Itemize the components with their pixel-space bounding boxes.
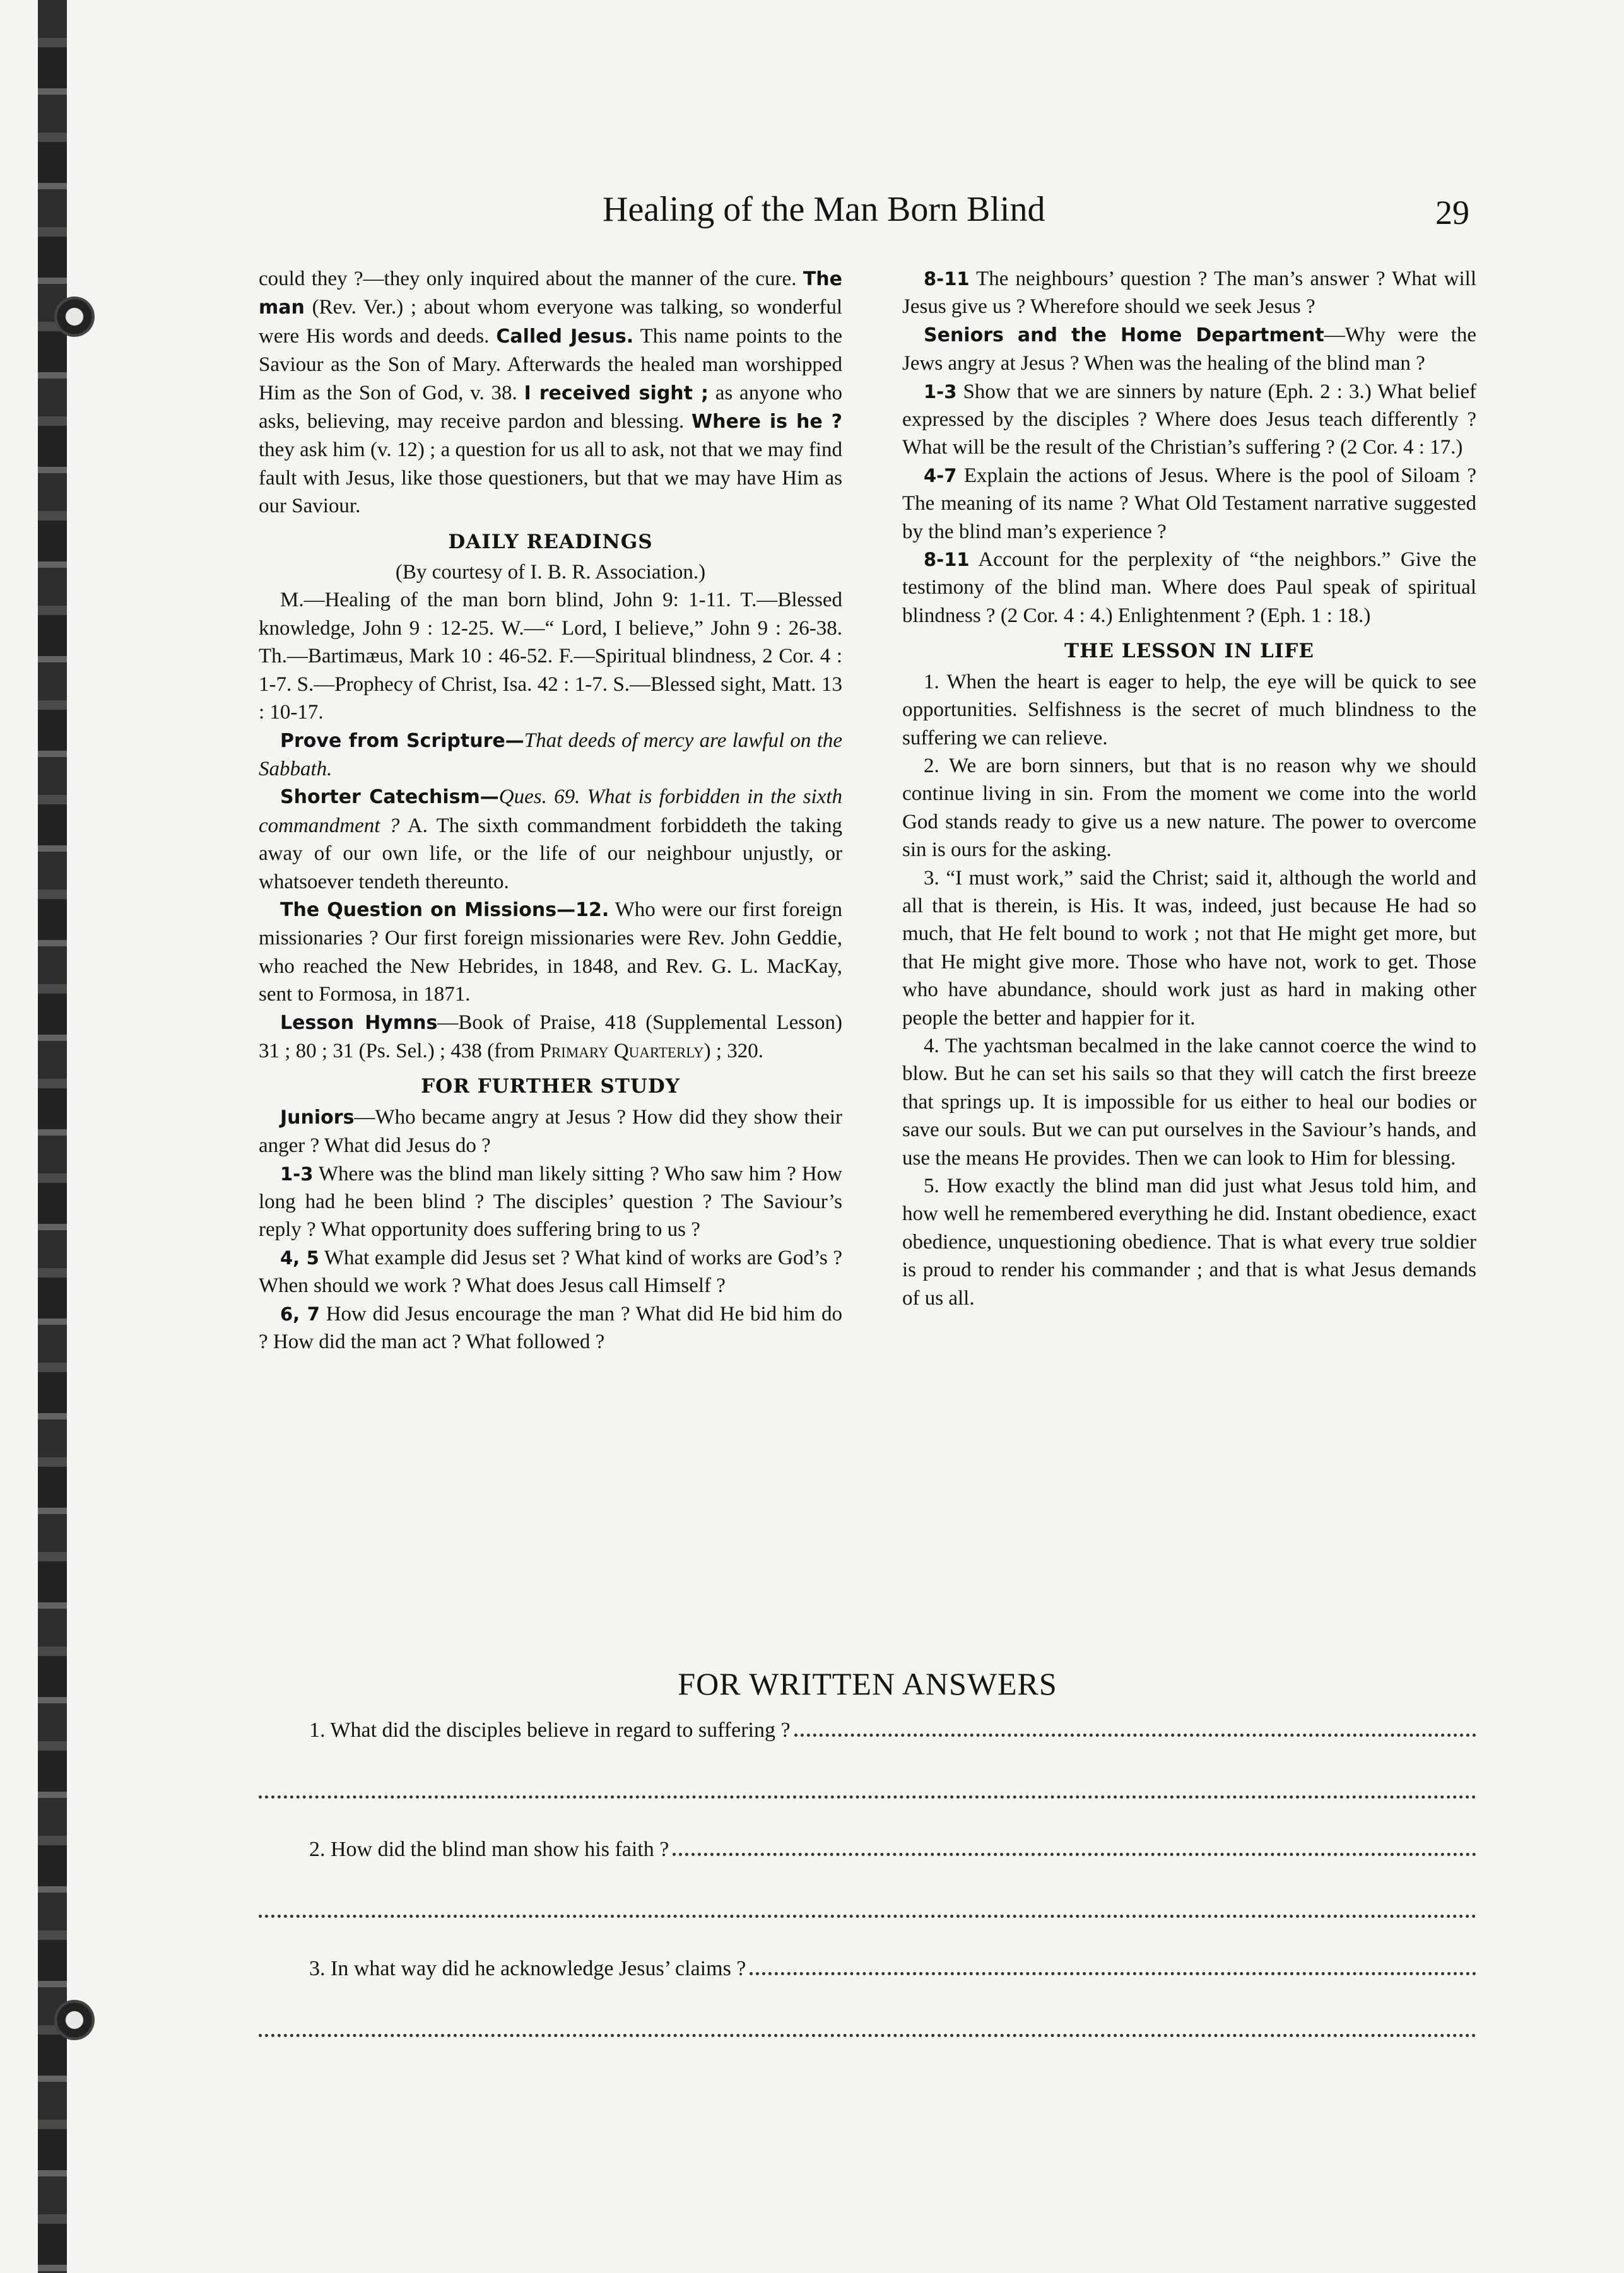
question-text: 1. What did the disciples believe in regard to suffering ? <box>309 1718 791 1742</box>
lesson-in-life-heading: THE LESSON IN LIFE <box>1064 640 1314 663</box>
lesson-in-life-item: 1. When the heart is eager to help, the eye will be quick to see opportunities. Selfishness is the secret of much blindness to the suffering we can relieve. <box>902 670 1476 749</box>
question-text: 3. In what way did he acknowledge Jesus’ claims ? <box>309 1957 746 1980</box>
question-line <box>259 1956 1476 2002</box>
prove-from-scripture: Prove from Scripture—That deeds of mercy are lawful on the Sabbath. <box>259 729 843 780</box>
question-on-missions: The Question on Missions—12. Who were our first foreign missionaries ? Our first foreign missionaries were Rev. John Geddie, who reached the New Hebrides, in 1848, and Rev. G. L. MacKay, sent to Formosa, in 1871. <box>259 898 843 1006</box>
daily-readings-courtesy: (By courtesy of I. B. R. Association.) <box>395 561 706 584</box>
further-study-item: 4-7 Explain the actions of Jesus. Where is the pool of Siloam ? The meaning of its name ? What Old Testament narrative suggested by the blind man’s experience ? <box>902 464 1476 543</box>
left-column <box>259 265 842 1356</box>
shorter-catechism: Shorter Catechism—Ques. 69. What is forbidden in the sixth commandment ? A. The sixth commandment forbiddeth the taking away of our own life, or the life of our neighbour unjustly, or whatsoever tendeth thereunto. <box>259 785 842 893</box>
answer-blank[interactable] <box>794 1717 1476 1737</box>
answer-blank[interactable] <box>673 1836 1476 1856</box>
question-text: 2. How did the blind man show his faith ? <box>309 1838 669 1861</box>
question-line <box>259 1717 1476 1764</box>
further-study-item: 8-11 Account for the perplexity of “the neighbors.” Give the testimony of the blind man. Where does Paul speak of spiritual blindness ? (2 Cor. 4 : 4.) Enlightenment ? (Eph. 1 : 18.) <box>902 548 1476 627</box>
answer-blank[interactable] <box>750 1956 1476 1975</box>
written-answers-heading: FOR WRITTEN ANSWERS <box>678 1666 1057 1701</box>
further-study-item: 1-3 Show that we are sinners by nature (Eph. 2 : 3.) What belief expressed by the disciples ? Where does Jesus teach differently ? What will be the result of the Christian’s suffering ? (2 Cor. 4 : 17.) <box>902 380 1476 459</box>
written-answers-section <box>259 1665 1476 2075</box>
further-study-item: Seniors and the Home Department—Why were the Jews angry at Jesus ? When was the healing of the blind man ? <box>902 323 1476 375</box>
daily-readings-heading: DAILY READINGS <box>448 530 653 553</box>
further-study-item: 1-3 Where was the blind man likely sitting ? Who saw him ? How long had he been blind ? The disciples’ question ? The Saviour’s reply ? What opportunity does suffering bring to us ? <box>259 1162 842 1242</box>
binding-hole <box>54 297 95 337</box>
page-number: 29 <box>1435 194 1469 232</box>
lesson-in-life-item: 4. The yachtsman becalmed in the lake cannot coerce the wind to blow. But he can set his sails so that they will catch the first breeze that springs up. It is impossible for us either to heal our bodies or save our souls. But we can put ourselves in the Saviour’s hands, and use the means He provides. Then we can look to Him for blessing. <box>902 1034 1476 1170</box>
intro-paragraph: could they ?—they only inquired about the manner of the cure. The man (Rev. Ver.) ; about whom everyone was talking, so wonderful were His words and deeds. Called Jesus. This name points to the Saviour as the Son of Mary. Afterwards the healed man worshipped Him as the Son of God, v. 38. I received sight ; as anyone who asks, believing, may receive pardon and blessing. Where is he ? they ask him (v. 12) ; a question for us all to ask, not that we may find fault with Jesus, like those questioners, but that we may have Him as our Saviour. <box>259 267 842 518</box>
daily-readings-text: M.—Healing of the man born blind, John 9: 1-11. T.—Blessed knowledge, John 9 : 12-25. W.—“ Lord, I believe,” John 9 : 26-38. Th.—Bartimæus, Mark 10 : 46-52. F.—Spiritual blindness, 2 Cor. 4 : 1-7. S.—Prophecy of Christ, Isa. 42 : 1-7. S.—Blessed sight, Matt. 13 : 10-17. <box>259 589 842 724</box>
lesson-in-life-item: 3. “I must work,” said the Christ; said it, although the world and all that is therein, is His. It was, indeed, just because He had so much, that He felt bound to work ; not that He might get more, but that He might give more. Those who have not, work to get. Those who have abundance, should work just as hard in making other people the better and happier for it. <box>902 866 1476 1030</box>
binding-strip <box>38 0 67 2273</box>
further-study-heading: FOR FURTHER STUDY <box>421 1075 680 1098</box>
further-study-item: Juniors—Who became angry at Jesus ? How did they show their anger ? What did Jesus do ? <box>259 1105 842 1158</box>
further-study-item: 4, 5 What example did Jesus set ? What kind of works are God’s ? When should we work ? What does Jesus call Himself ? <box>259 1246 842 1298</box>
page-title: Healing of the Man Born Blind <box>603 190 1045 229</box>
binding-hole <box>54 2000 95 2040</box>
lesson-in-life-item: 5. How exactly the blind man did just what Jesus told him, and how well he remembered everything he did. Instant obedience, exact obedience, unquestioning obedience. That is what every true soldier is proud to render his commander ; and that is what Jesus demands of us all. <box>902 1175 1476 1310</box>
lesson-hymns: Lesson Hymns—Book of Praise, 418 (Supplemental Lesson) 31 ; 80 ; 31 (Ps. Sel.) ; 438 (from Primary Quarterly) ; 320. <box>259 1011 842 1062</box>
right-column <box>902 265 1476 1312</box>
question-line <box>259 1836 1476 1883</box>
answer-line[interactable] <box>259 2002 1476 2075</box>
further-study-item: 8-11 The neighbours’ question ? The man’s answer ? What will Jesus give us ? Wherefore should we seek Jesus ? <box>902 267 1476 319</box>
running-head <box>0 189 1624 233</box>
answer-line[interactable] <box>259 1764 1476 1836</box>
further-study-item: 6, 7 How did Jesus encourage the man ? What did He bid him do ? How did the man act ? What followed ? <box>259 1302 842 1354</box>
answer-line[interactable] <box>259 1883 1476 1956</box>
lesson-in-life-item: 2. We are born sinners, but that is no reason why we should continue living in sin. From the moment we come into the world God stands ready to give us a new nature. The power to overcome sin is ours for the asking. <box>902 754 1476 862</box>
